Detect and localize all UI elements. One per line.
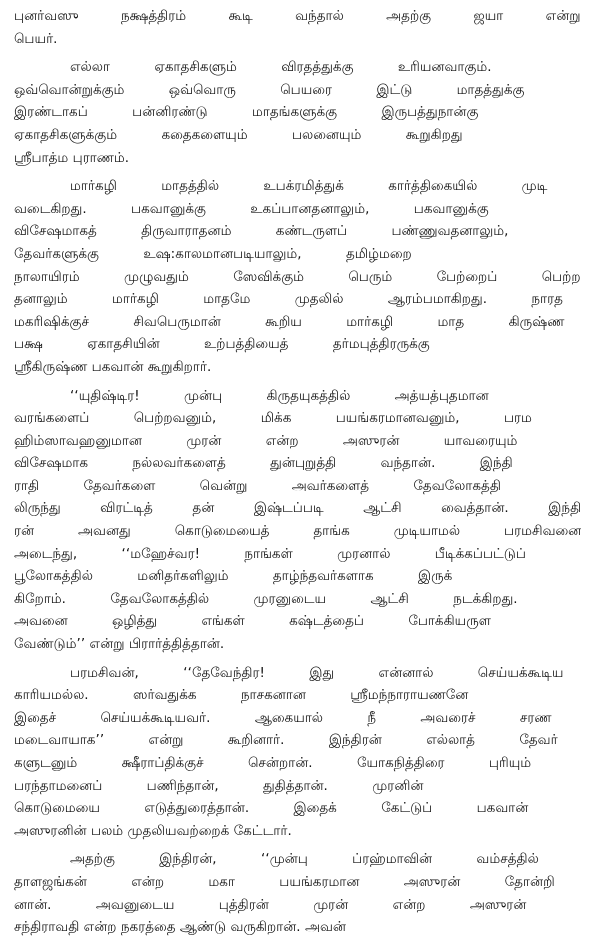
text-line: தேவர்களுக்கு உஷ:காலமானபடியாலும், தமிழ்மறை — [14, 246, 412, 262]
text-line: அவனை ஒழித்து எங்கள் கஷ்டத்தைப் போக்கியருள — [14, 614, 491, 630]
text-line: னான். அவனுடைய புத்திரன் முரன் என்ற அஸுரன் — [14, 897, 527, 913]
text-line: ஒவ்வொன்றுக்கும் ஒவ்வொரு பெயரை இட்டு மாதத்துக்கு — [14, 82, 525, 98]
text-line: களுடனும் க்ஷீராப்திக்குச் சென்றான். யோகநித்திரை புரியும் — [14, 756, 532, 771]
text-line: நாலாயிரம் முழுவதும் ஸேவிக்கும் பெரும் பேற்றைப் பெற்ற — [14, 269, 581, 285]
text-line: சந்திராவதி என்ற நகரத்தை ஆண்டு வருகிறான். அவன் — [14, 920, 346, 936]
text-line: இதைச் செய்யக்கூடியவர். ஆகையால் நீ அவரைச் சரண — [14, 710, 552, 726]
paragraph — [14, 386, 581, 657]
paragraph — [14, 663, 581, 844]
text-line: வரங்களைப் பெற்றவனும், மிக்க பயங்கரமானவனும், பரம — [14, 411, 532, 427]
text-line: புனர்வஸு நக்ஷத்திரம் கூடி வந்தால் அதற்கு ஜயா என்று — [14, 9, 581, 24]
text-line: அதற்கு இந்திரன், ‘‘முன்பு ப்ரஹ்மாவின் வம்சத்தில் — [70, 852, 539, 868]
text-line: கிறோம். தேவலோகத்தில் முரனுடைய ஆட்சி நடக்கிறது. — [14, 591, 518, 607]
text-line: ஸ்ரீகிருஷ்ண பகவான் கூறுகிறார். — [14, 359, 212, 375]
text-line: மார்கழி மாதத்தில் உபக்ரமித்துக் கார்த்திகையில் முடி — [70, 179, 548, 195]
text-line: ஹிம்ஸாவஹனுமான முரன் என்ற அஸுரன் யாவரையும் — [14, 433, 518, 449]
text-line: ஏகாதசிகளுக்கும் கதைகளையும் பலனையும் கூறுகிறது — [14, 127, 463, 143]
text-line: அடைந்து, ‘‘மஹேச்வர! நாங்கள் முரனால் பீடிக்கப்பட்டுப் — [14, 546, 526, 562]
text-line: ‘‘யுதிஷ்டிர! முன்பு கிருதயுகத்தில் அத்யத்புதமான — [70, 388, 489, 404]
text-line: லிருந்து விரட்டித் தன் இஷ்டப்படி ஆட்சி வைத்தான். இந்தி — [14, 501, 581, 517]
text-line: பக்ஷ ஏகாதசியின் உற்பத்தியைத் தர்மபுத்திரருக்கு — [14, 337, 430, 353]
text-line: பூலோகத்தில் மனிதர்களிலும் தாழ்ந்தவர்களாக இருக் — [14, 569, 453, 585]
paragraph — [14, 849, 581, 939]
text-line: விசேஷமாகத் திருவாராதனம் கண்டருளப் பண்ணுவதனாலும், — [14, 224, 509, 240]
text-line: தனாலும் மார்கழி மாதமே முதலில் ஆரம்பமாகிறது. நாரத — [14, 292, 563, 308]
text-line: கொடுமையை எடுத்துரைத்தான். இதைக் கேட்டுப் பகவான் — [14, 801, 529, 817]
paragraph — [14, 6, 581, 51]
paragraph — [14, 176, 581, 379]
text-line: பெயர். — [14, 31, 58, 47]
text-line: ரன் அவனது கொடுமையைத் தாங்க முடியாமல் பரமசிவனை — [14, 524, 581, 540]
text-line: ஸ்ரீபாத்ம புராணம். — [14, 150, 130, 166]
text-line: மடைவாயாக’’ என்று கூறினார். இந்திரன் எல்லாத் தேவர் — [14, 733, 558, 749]
text-line: அஸுரனின் பலம் முதலியவற்றைக் கேட்டார். — [14, 823, 292, 839]
text-line: மகரிஷிக்குச் சிவபெருமான் கூறிய மார்கழி மாத கிருஷ்ண — [14, 314, 565, 330]
text-line: பரந்தாமனைப் பணிந்தான், துதித்தான். முரனின் — [14, 778, 424, 794]
text-line: பரமசிவன், ‘‘தேவேந்திர! இது என்னால் செய்யக்கூடிய — [70, 665, 564, 681]
text-line: தாளஜங்கன் என்ற மகா பயங்கரமான அஸுரன் தோன்றி — [14, 874, 555, 890]
text-line: விசேஷமாக நல்லவர்களைத் துன்புறுத்தி வந்தான். இந்தி — [14, 456, 513, 472]
text-line: காரியமல்ல. ஸர்வதுக்க நாசகனான ஸ்ரீமந்நாராயணனே — [14, 688, 469, 704]
paragraph — [14, 57, 581, 170]
text-line: இரண்டாகப் பன்னிரண்டு மாதங்களுக்கு இருபத்துநான்கு — [14, 105, 479, 121]
text-line: வேண்டும்’’ என்று பிரார்த்தித்தான். — [14, 637, 225, 653]
text-line: ராதி தேவர்களை வென்று அவர்களைத் தேவலோகத்தி — [14, 478, 501, 494]
text-line: வடைகிறது. பகவானுக்கு உகப்பானதனாலும், பகவானுக்கு — [14, 201, 489, 217]
text-line: எல்லா ஏகாதசிகளும் விரதத்துக்கு உரியனவாகும். — [70, 60, 492, 76]
